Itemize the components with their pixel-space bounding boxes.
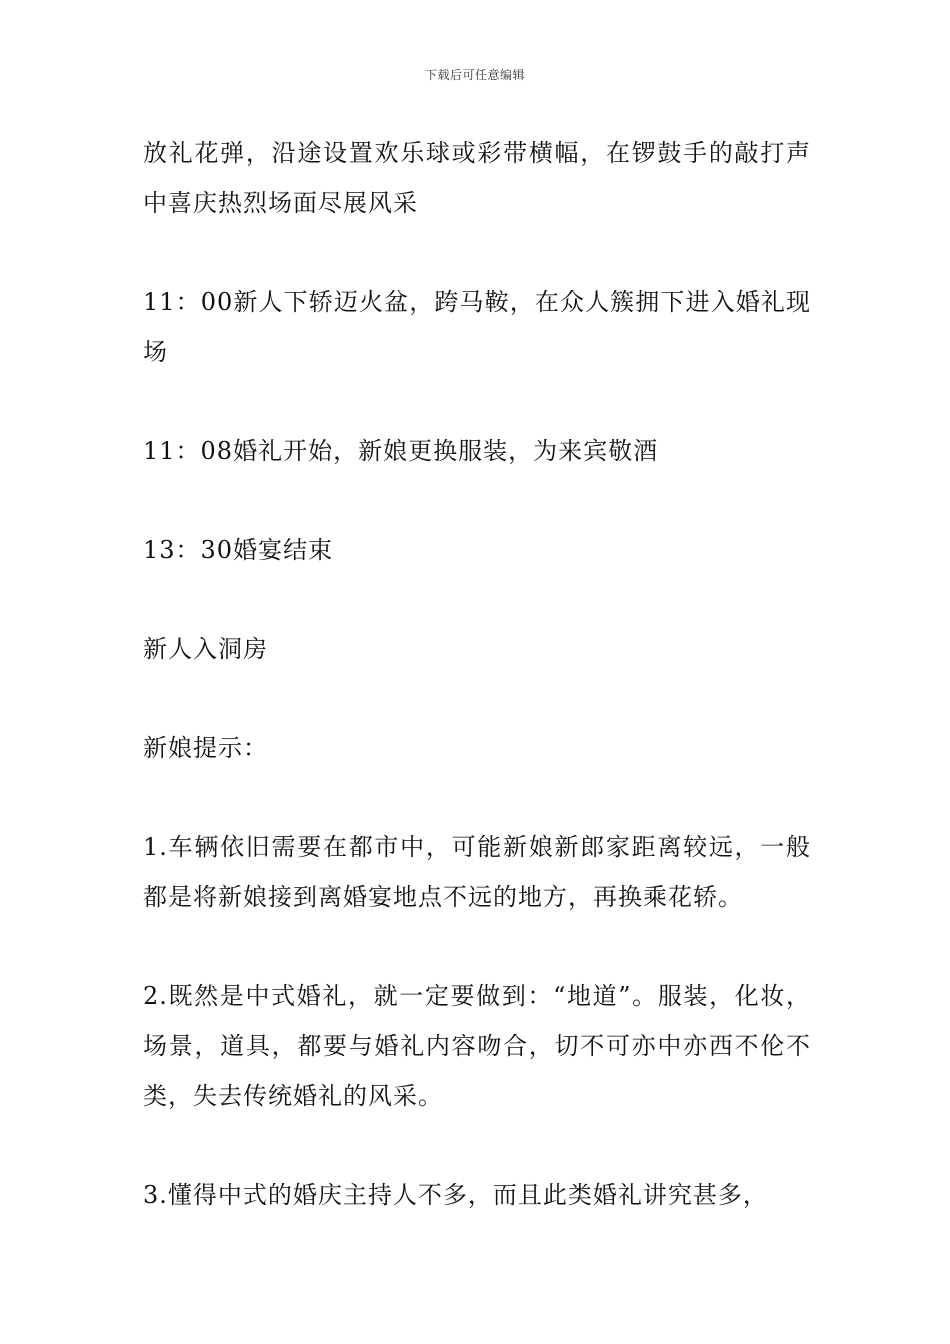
document-body xyxy=(143,128,811,1220)
paragraph-1330-end: 13：30婚宴结束 xyxy=(143,536,334,564)
paragraph-tip-2: 2.既然是中式婚礼，就一定要做到：“地道”。服装，化妆，场景，道具，都要与婚礼内容吻合，切不可亦中亦西不伦不类，失去传统婚礼的风采。 xyxy=(143,982,811,1110)
paragraph-bridal-chamber: 新人入洞房 xyxy=(143,635,268,663)
paragraph-1100-arrival: 11：00新人下轿迈火盆，跨马鞍，在众人簇拥下进入婚礼现场 xyxy=(143,288,811,366)
page-header: 下载后可任意编辑 xyxy=(424,68,525,82)
paragraph-fireworks: 放礼花弹，沿途设置欢乐球或彩带横幅，在锣鼓手的敲打声中喜庆热烈场面尽展风采 xyxy=(143,139,811,217)
paragraph-1108-ceremony: 11：08婚礼开始，新娘更换服装，为来宾敬酒 xyxy=(143,437,659,465)
paragraph-tip-3: 3.懂得中式的婚庆主持人不多，而且此类婚礼讲究甚多， xyxy=(143,1181,768,1209)
paragraph-bride-tips-heading: 新娘提示： xyxy=(143,734,268,762)
paragraph-tip-1: 1.车辆依旧需要在都市中，可能新娘新郎家距离较远，一般都是将新娘接到离婚宴地点不远的地方，再换乘花轿。 xyxy=(143,833,811,911)
